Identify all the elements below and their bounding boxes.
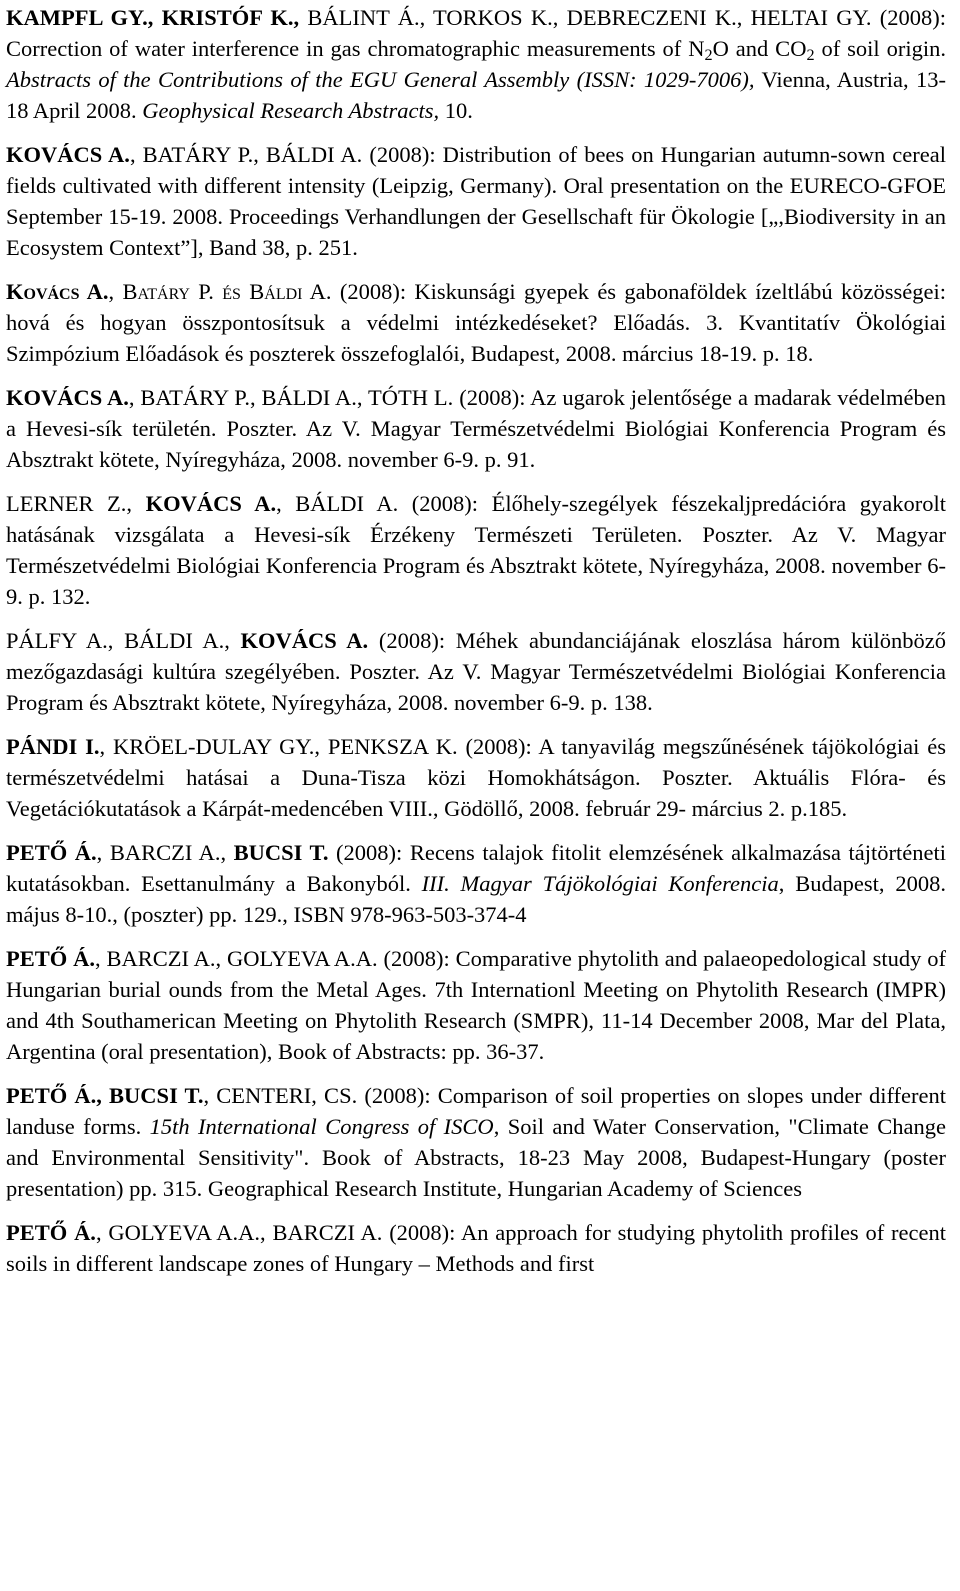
- reference-text: , KRÖEL-DULAY GY., PENKSZA K. (2008): A tanyavilág megszűnésének tájökológiai és természetvédelmi hatásai a Duna-Tisza közi Homokhátságon. Poszter. Aktuális Flóra- és Vegetációkutatások a Kárpát-medencében VIII., Gödöllő, 2008. február 29- március 2. p.185.: [6, 734, 946, 821]
- reference-text: (2008): Recens talajok fitolit elemzésének alkalmazása tájtörténeti kutatásokban. Esettanulmány a Bakonyból.: [6, 840, 946, 896]
- reference-text: PÁLFY A., BÁLDI A.,: [6, 628, 241, 653]
- reference-text: LERNER Z.,: [6, 491, 146, 516]
- reference-entry: [6, 1217, 946, 1279]
- author-name-bold: Kovács A.: [6, 279, 109, 304]
- reference-entry: [6, 382, 946, 475]
- author-name-bold: PETŐ Á., BUCSI T.: [6, 1083, 204, 1108]
- reference-entry: [6, 731, 946, 824]
- author-name-bold: PÁNDI I.: [6, 734, 100, 759]
- reference-text: ,: [108, 279, 123, 304]
- author-name-bold: BUCSI T.: [233, 840, 329, 865]
- reference-entry: [6, 837, 946, 930]
- publication-title-italic: 15th International Congress of ISCO: [149, 1114, 494, 1139]
- author-name-bold: KOVÁCS A.: [145, 491, 277, 516]
- author-name-bold: PETŐ Á.: [6, 946, 95, 971]
- reference-text: , Soil and Water Conservation, "Climate Change and Environmental Sensitivity". Book of Abstracts, 18-23 May 2008, Budapest-Hungary (poster presentation) pp. 315. Geographical Research Institute, Hungarian Academy of Sciences: [6, 1114, 946, 1201]
- reference-entry: [6, 276, 946, 369]
- author-name-bold: KOVÁCS A.: [240, 628, 369, 653]
- reference-text: BÁLINT Á., TORKOS K., DEBRECZENI K., HELTAI GY. (2008): Correction of water interference in gas chromatographic measurements of N: [6, 5, 946, 61]
- reference-text: , BARCZI A.,: [96, 840, 234, 865]
- reference-text: Batáry P. és Báldi A.: [122, 279, 332, 304]
- reference-entry: [6, 943, 946, 1067]
- reference-text: , BATÁRY P., BÁLDI A., TÓTH L. (2008): Az ugarok jelentősége a madarak védelmében a Hevesi-sík területén. Poszter. Az V. Magyar Természetvédelmi Biológiai Konferencia Program és Absztrakt kötete, Nyíregyháza, 2008. november 6-9. p. 91.: [6, 385, 946, 472]
- reference-text: , Budapest, 2008. május 8-10., (poszter) pp. 129., ISBN 978-963-503-374-4: [6, 871, 946, 927]
- reference-text: 10.: [439, 98, 473, 123]
- reference-text: (2008): Kiskunsági gyepek és gabonaföldek ízeltlábú közösségei: hová és hogyan összpontosítsuk a védelmi intézkedéseket? Előadás. 3. Kvantitatív Ökológiai Szimpózium Előadások és poszterek összefoglalói, Budapest, 2008. március 18-19. p. 18.: [6, 279, 946, 366]
- author-name-bold: PETŐ Á.: [6, 840, 97, 865]
- subscript-text: 2: [704, 46, 713, 65]
- reference-text: (2008): Méhek abundanciájának eloszlása három különböző mezőgazdasági kultúra szegélyében. Poszter. Az V. Magyar Természetvédelmi Biológiai Konferencia Program és Absztrakt kötete, Nyíregyháza, 2008. november 6-9. p. 138.: [6, 628, 946, 715]
- reference-text: O and CO: [712, 36, 807, 61]
- reference-entry: [6, 488, 946, 612]
- publication-title-italic: Geophysical Research Abstracts,: [142, 98, 440, 123]
- author-name-bold: KOVÁCS A.: [6, 142, 130, 167]
- reference-text: of soil origin.: [814, 36, 947, 61]
- reference-entry: [6, 2, 946, 126]
- publication-title-italic: Abstracts of the Contributions of the EGU General Assembly (ISSN: 1029-7006),: [6, 67, 755, 92]
- author-name-bold: KAMPFL GY., KRISTÓF K.,: [6, 5, 300, 30]
- reference-text: , BÁLDI A. (2008): Élőhely-szegélyek fészekaljpredációra gyakorolt hatásának vizsgálata a Hevesi-sík Érzékeny Természeti Területen. Poszter. Az V. Magyar Természetvédelmi Biológiai Konferencia Program és Absztrakt kötete, Nyíregyháza, 2008. november 6-9. p. 132.: [6, 491, 946, 609]
- publication-title-italic: III. Magyar Tájökológiai Konferencia: [421, 871, 779, 896]
- reference-text: , BATÁRY P., BÁLDI A. (2008): Distribution of bees on Hungarian autumn-sown cereal fields cultivated with different intensity (Leipzig, Germany). Oral presentation on the EURECO-GFOE September 15-19. 2008. Proceedings Verhandlungen der Gesellschaft für Ökologie [„,Biodiversity in an Ecosystem Context”], Band 38, p. 251.: [6, 142, 946, 260]
- reference-entry: [6, 1080, 946, 1204]
- author-name-bold: PETŐ Á.: [6, 1220, 96, 1245]
- reference-entry: [6, 139, 946, 263]
- author-name-bold: KOVÁCS A.: [6, 385, 129, 410]
- reference-entry: [6, 625, 946, 718]
- reference-text: , CENTERI, CS. (2008): Comparison of soil properties on slopes under different landuse forms.: [6, 1083, 946, 1139]
- subscript-text: 2: [806, 46, 815, 65]
- reference-text: , BARCZI A., GOLYEVA A.A. (2008): Comparative phytolith and palaeopedological study of Hungarian burial ounds from the Metal Ages. 7th Internationl Meeting on Phytolith Research (IMPR) and 4th Southamerican Meeting on Phytolith Research (SMPR), 11-14 December 2008, Mar del Plata, Argentina (oral presentation), Book of Abstracts: pp. 36-37.: [6, 946, 946, 1064]
- reference-text: , GOLYEVA A.A., BARCZI A. (2008): An approach for studying phytolith profiles of recent soils in different landscape zones of Hungary – Methods and first: [6, 1220, 946, 1276]
- reference-text: Vienna, Austria, 13-18 April 2008.: [6, 67, 946, 123]
